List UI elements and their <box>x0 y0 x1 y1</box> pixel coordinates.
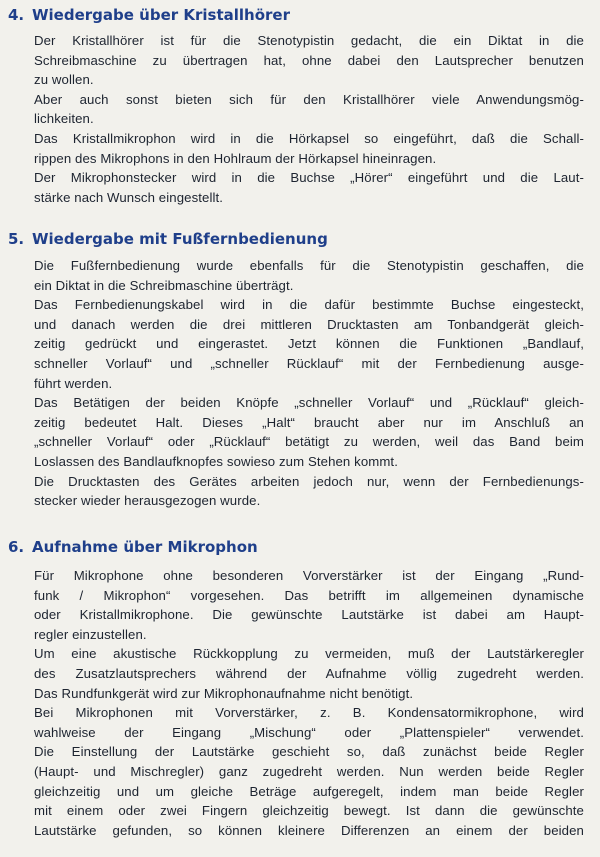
text-line: ein Diktat in die Schreibmaschine überträgt. <box>34 277 294 293</box>
text-line: Die Drucktasten des Gerätes arbeiten jedoch nur, wenn der Fernbedienungs- <box>34 473 584 489</box>
text-line: führt werden. <box>34 375 113 391</box>
section-4-heading <box>8 6 290 24</box>
text-line: Das Rundfunkgerät wird zur Mikrophonaufnahme nicht benötigt. <box>34 685 414 701</box>
text-line: funk / Mikrophon“ vorgesehen. Das betrifft im allgemeinen dynamische <box>34 587 584 603</box>
text-line: Schreibmaschine zu übertragen hat, ohne dabei den Lautsprecher benutzen <box>34 52 584 68</box>
section-5-body <box>34 256 584 511</box>
section-5-title: Wiedergabe mit Fußfernbedienung <box>32 230 328 248</box>
text-line: Das Betätigen der beiden Knöpfe „schneller Vorlauf“ und „Rücklauf“ gleich- <box>34 395 584 411</box>
text-line: wahlweise der Eingang „Mischung“ oder „Plattenspieler“ verwendet. <box>34 724 584 740</box>
section-6-body <box>34 566 584 840</box>
text-line: Loslassen des Bandlaufknopfes sowieso zum Stehen kommt. <box>34 453 398 469</box>
text-line: Aber auch sonst bieten sich für den Kristallhörer viele Anwendungsmög- <box>34 91 584 107</box>
text-line: Das Fernbedienungskabel wird in die dafür bestimmte Buchse eingesteckt, <box>34 297 584 313</box>
text-line: und danach werden die drei mittleren Drucktasten am Tonbandgerät gleich- <box>34 316 584 332</box>
text-line: zeitig bedeutet Halt. Dieses „Halt“ braucht aber nur im Anschluß an <box>34 414 584 430</box>
section-6-title: Aufnahme über Mikrophon <box>32 538 258 556</box>
section-4-body <box>34 31 584 207</box>
text-line: zeitig gedrückt und eingerastet. Jetzt können die Funktionen „Bandlauf, <box>34 336 584 352</box>
text-line: Das Kristallmikrophon wird in die Hörkapsel so eingeführt, daß die Schall- <box>34 130 584 146</box>
text-line: schneller Vorlauf“ und „schneller Rücklauf“ mit der Fernbedienung ausge- <box>34 355 584 371</box>
text-line: Um eine akustische Rückkopplung zu vermeiden, muß der Lautstärkeregler <box>34 646 584 662</box>
text-line: Die Fußfernbedienung wurde ebenfalls für die Stenotypistin geschaffen, die <box>34 258 584 273</box>
text-line: regler einzustellen. <box>34 626 147 642</box>
section-5-number: 5. <box>8 230 25 248</box>
text-line: stecker wieder herausgezogen wurde. <box>34 493 261 509</box>
text-line: Für Mikrophone ohne besonderen Vorverstärker ist der Eingang „Rund- <box>34 568 584 583</box>
text-line: lichkeiten. <box>34 111 94 127</box>
text-line: „schneller Vorlauf“ oder „Rücklauf“ betätigt zu werden, weil das Band beim <box>34 434 584 450</box>
text-line: Die Einstellung der Lautstärke geschieht so, daß zunächst beide Regler <box>34 744 584 760</box>
text-line: Bei Mikrophonen mit Vorverstärker, z. B. Kondensatormikrophone, wird <box>34 705 584 721</box>
section-5-heading <box>8 230 328 248</box>
text-line: Lautstärke gefunden, so können kleinere Differenzen an einem der beiden <box>34 822 584 838</box>
text-line: gleichzeitig und um gleiche Beträge aufgeregelt, indem man beide Regler <box>34 783 584 799</box>
text-line: mit einem oder zwei Fingern gleichzeitig bewegt. Ist dann die gewünschte <box>34 803 584 819</box>
text-line: oder Kristallmikrophone. Die gewünschte Lautstärke ist dabei am Haupt- <box>34 607 584 623</box>
text-line: Der Kristallhörer ist für die Stenotypistin gedacht, die ein Diktat in die <box>34 33 584 48</box>
section-6-heading <box>8 538 258 556</box>
section-4-title: Wiedergabe über Kristallhörer <box>32 6 290 24</box>
text-line: rippen des Mikrophons in den Hohlraum der Hörkapsel hineinragen. <box>34 150 437 166</box>
section-4-number: 4. <box>8 6 25 24</box>
text-line: des Zusatzlautsprechers während der Aufnahme völlig zugedreht werden. <box>34 665 584 681</box>
text-line: (Haupt- und Mischregler) ganz zugedreht werden. Nun werden beide Regler <box>34 763 584 779</box>
text-line: stärke nach Wunsch eingestellt. <box>34 189 224 205</box>
text-line: Der Mikrophonstecker wird in die Buchse „Hörer“ eingeführt und die Laut- <box>34 170 584 186</box>
text-line: zu wollen. <box>34 72 94 88</box>
section-6-number: 6. <box>8 538 25 556</box>
